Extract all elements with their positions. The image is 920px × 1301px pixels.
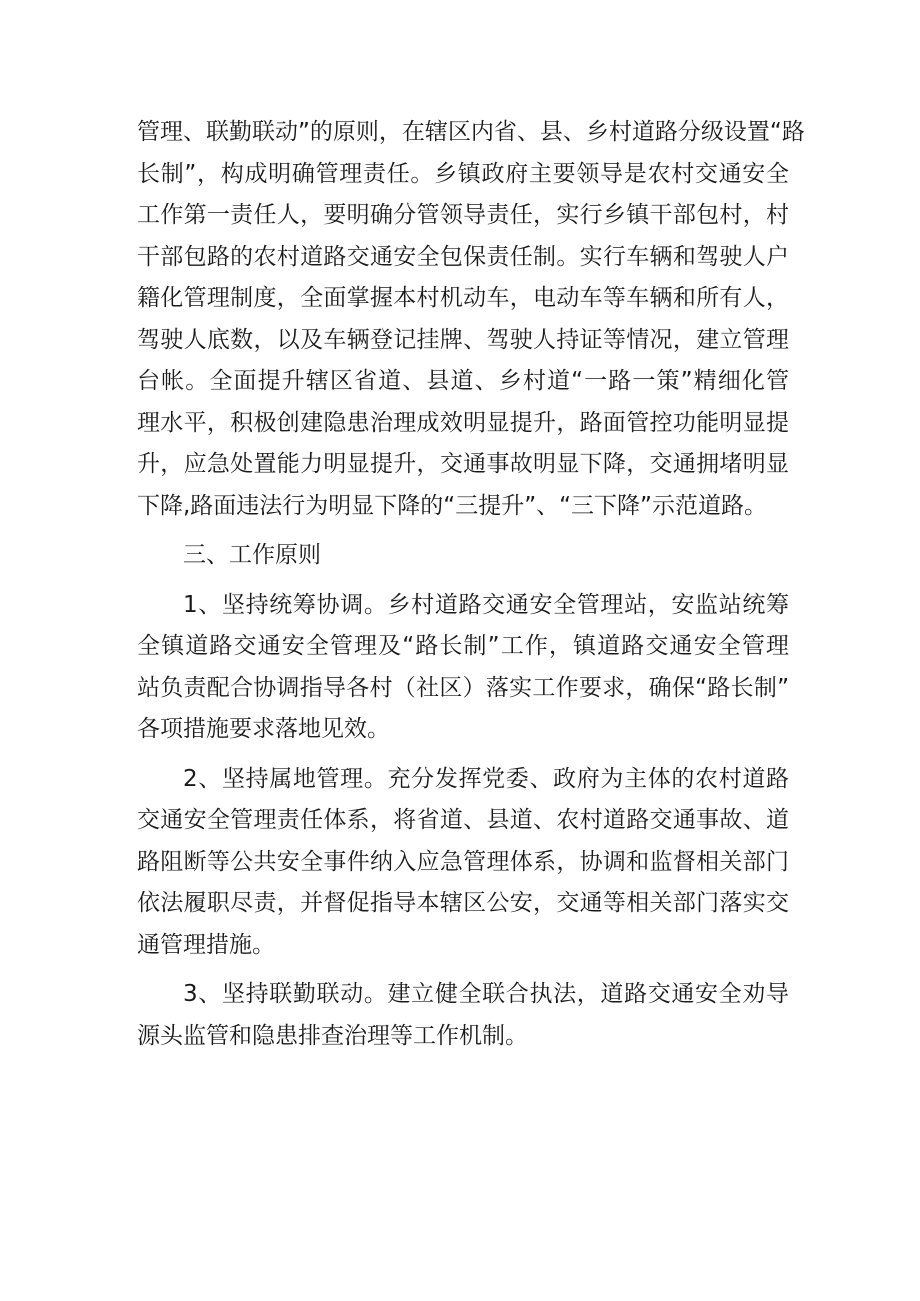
text-line: 长制”，构成明确管理责任。乡镇政府主要领导是农村交通安全 (137, 160, 789, 187)
text-line: 全镇道路交通安全管理及“路长制”工作，镇道路交通安全管理 (137, 633, 789, 659)
text-line: 台帐。全面提升辖区省道、县道、乡村道“一路一策”精细化管 (137, 368, 789, 394)
text-line: 1、坚持统筹协调。乡村道路交通安全管理站，安监站统筹 (183, 591, 789, 618)
text-line: 升，应急处置能力明显提升，交通事故明显下降，交通拥堵明显 (137, 451, 789, 477)
text-line: 通管理措施。 (137, 931, 275, 958)
paragraph-principle-3 (137, 974, 789, 1057)
paragraph-principle-2 (137, 759, 789, 967)
text-line: 籍化管理制度，全面掌握本村机动车，电动车等车辆和所有人， (137, 285, 789, 311)
section-heading (137, 535, 789, 577)
text-line: 2、坚持属地管理。充分发挥党委、政府为主体的农村道路 (183, 765, 789, 792)
paragraph-intro-continued (137, 112, 805, 527)
text-line: 交通安全管理责任体系，将省道、县道、农村道路交通事故、道 (137, 807, 789, 833)
text-line: 路阻断等公共安全事件纳入应急管理体系，协调和监督相关部门 (137, 848, 789, 875)
text-line: 驾驶人底数，以及车辆登记挂牌、驾驶人持证等情况，建立管理 (137, 326, 789, 353)
document-body (137, 112, 805, 1057)
text-line: 站负责配合协调指导各村（社区）落实工作要求，确保“路长制” (137, 674, 789, 701)
text-line: 工作第一责任人，要明确分管领导责任，实行乡镇干部包村，村 (137, 202, 789, 228)
text-line: 依法履职尽责，并督促指导本辖区公安，交通等相关部门落实交 (137, 890, 789, 916)
paragraph-principle-1 (137, 585, 789, 751)
text-line: 3、坚持联勤联动。建立健全联合执法，道路交通安全劝导 (183, 981, 789, 1007)
text-line: 干部包路的农村道路交通安全包保责任制。实行车辆和驾驶人户 (137, 243, 789, 270)
text-line: 理水平，积极创建隐患治理成效明显提升，路面管控功能明显提 (137, 409, 789, 436)
section-heading-text: 三、工作原则 (183, 542, 321, 568)
text-line: 各项措施要求落地见效。 (137, 716, 390, 742)
text-line: 下降,路面违法行为明显下降的“三提升”、“三下降”示范道路。 (137, 492, 767, 519)
text-line: 管理、联勤联动”的原则，在辖区内省、县、乡村道路分级设置“路 (137, 119, 805, 145)
text-line: 源头监管和隐患排查治理等工作机制。 (137, 1022, 528, 1049)
